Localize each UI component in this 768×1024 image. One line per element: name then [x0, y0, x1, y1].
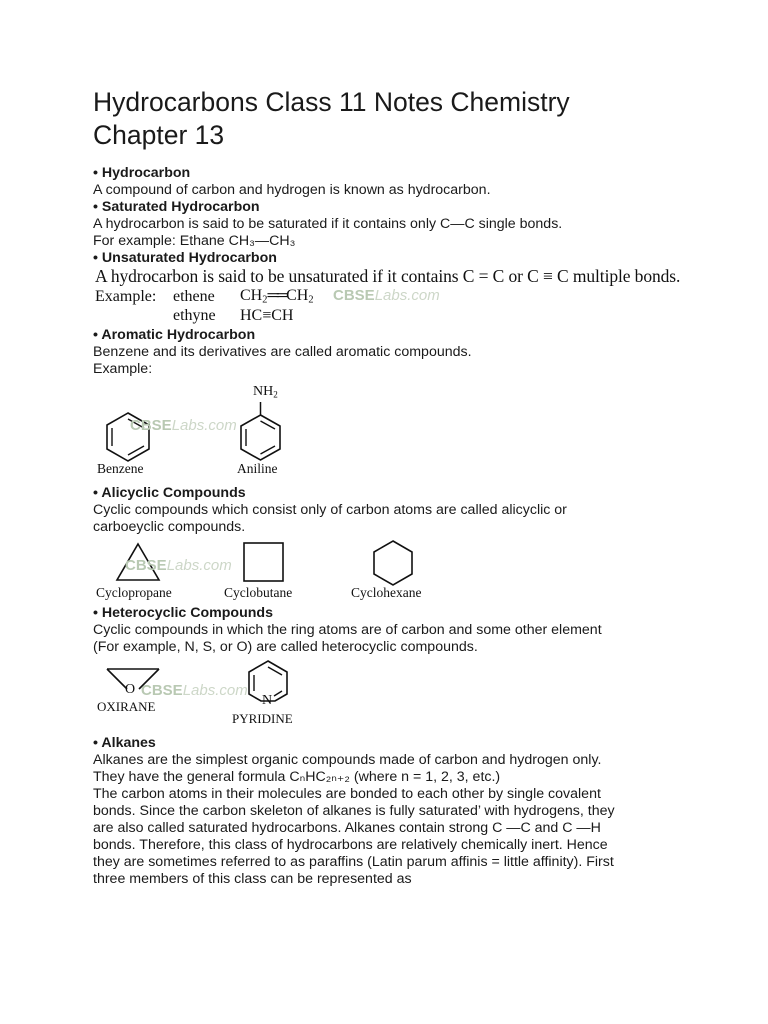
heading-heterocyclic: • Heterocyclic Compounds: [93, 605, 273, 621]
heading-aromatic: • Aromatic Hydrocarbon: [93, 327, 256, 343]
text-heterocyclic-1: Cyclic compounds in which the ring atoms are of carbon and some other element: [93, 622, 602, 638]
ethene-name: ethene: [173, 288, 215, 305]
benzene-structure: [103, 412, 153, 462]
text-saturated: A hydrocarbon is said to be saturated if it contains only C—C single bonds.: [93, 216, 563, 232]
ethyne-name: ethyne: [173, 307, 216, 324]
watermark-2: CBSELabs.com: [130, 417, 237, 434]
cyclopropane-structure: [115, 542, 161, 582]
ethyne-formula: HC≡CH: [240, 307, 294, 324]
example-label: Example:: [95, 288, 157, 305]
text-alkanes-1: Alkanes are the simplest organic compounds made of carbon and hydrogen only.: [93, 752, 602, 768]
page-title: [93, 86, 713, 152]
text-aromatic-example: Example:: [93, 361, 153, 377]
text-saturated-example: For example: Ethane CH₃—CH₃: [93, 233, 296, 249]
cyclobutane-structure: [243, 542, 285, 582]
heading-alicyclic: • Alicyclic Compounds: [93, 485, 246, 501]
heading-saturated: • Saturated Hydrocarbon: [93, 199, 260, 215]
text-alkanes-7: they are sometimes referred to as paraffins (Latin parum affinis = little affinity). First: [93, 854, 614, 870]
title-line-2: Chapter 13: [93, 120, 225, 150]
text-alicyclic-2: carboeyclic compounds.: [93, 519, 246, 535]
aniline-label: Aniline: [237, 461, 278, 476]
heading-hydrocarbon: • Hydrocarbon: [93, 165, 191, 181]
nh2-group: $NH_2$: [253, 384, 278, 400]
watermark-3: CBSELabs.com: [125, 557, 232, 574]
title-line-1: Hydrocarbons Class 11 Notes Chemistry: [93, 87, 570, 117]
oxirane-label: OXIRANE: [97, 699, 156, 714]
text-alkanes-2: They have the general formula CₙHC₂ₙ₊₂ (where n = 1, 2, 3, etc.): [93, 769, 501, 785]
watermark-4: CBSELabs.com: [141, 682, 248, 699]
text-hydrocarbon: A compound of carbon and hydrogen is known as hydrocarbon.: [93, 182, 491, 198]
text-alkanes-4: bonds. Since the carbon skeleton of alkanes is fully saturated’ with hydrogens, they: [93, 803, 615, 819]
cyclohexane-structure: [372, 540, 414, 586]
pyridine-label: PYRIDINE: [232, 711, 293, 726]
text-alkanes-3: The carbon atoms in their molecules are bonded to each other by single covalent: [93, 786, 601, 802]
heading-alkanes: • Alkanes: [93, 735, 156, 751]
nitrogen-atom: N: [262, 693, 273, 708]
text-heterocyclic-2: (For example, N, S, or O) are called heterocyclic compounds.: [93, 639, 478, 655]
text-alicyclic-1: Cyclic compounds which consist only of carbon atoms are called alicyclic or: [93, 502, 567, 518]
cyclohexane-label: Cyclohexane: [351, 585, 422, 600]
cyclobutane-label: Cyclobutane: [224, 585, 293, 600]
watermark-1: CBSELabs.com: [333, 287, 440, 304]
benzene-label: Benzene: [97, 461, 144, 476]
text-alkanes-6: bonds. Therefore, this class of hydrocarbons are relatively chemically inert. Hence: [93, 837, 608, 853]
heading-unsaturated: • Unsaturated Hydrocarbon: [93, 250, 277, 266]
ethene-formula: $CH_2══CH_2$: [240, 287, 314, 306]
oxygen-atom: O: [125, 682, 136, 697]
unsaturated-definition-image-text: A hydrocarbon is said to be unsaturated if it contains C = C or C ≡ C multiple bonds.: [95, 266, 681, 286]
text-aromatic: Benzene and its derivatives are called aromatic compounds.: [93, 344, 472, 360]
cyclopropane-label: Cyclopropane: [96, 585, 172, 600]
text-alkanes-8: three members of this class can be represented as: [93, 871, 412, 887]
aniline-structure: [238, 400, 283, 462]
text-alkanes-5: are also called saturated hydrocarbons. Alkanes contain strong C —C and C —H: [93, 820, 601, 836]
